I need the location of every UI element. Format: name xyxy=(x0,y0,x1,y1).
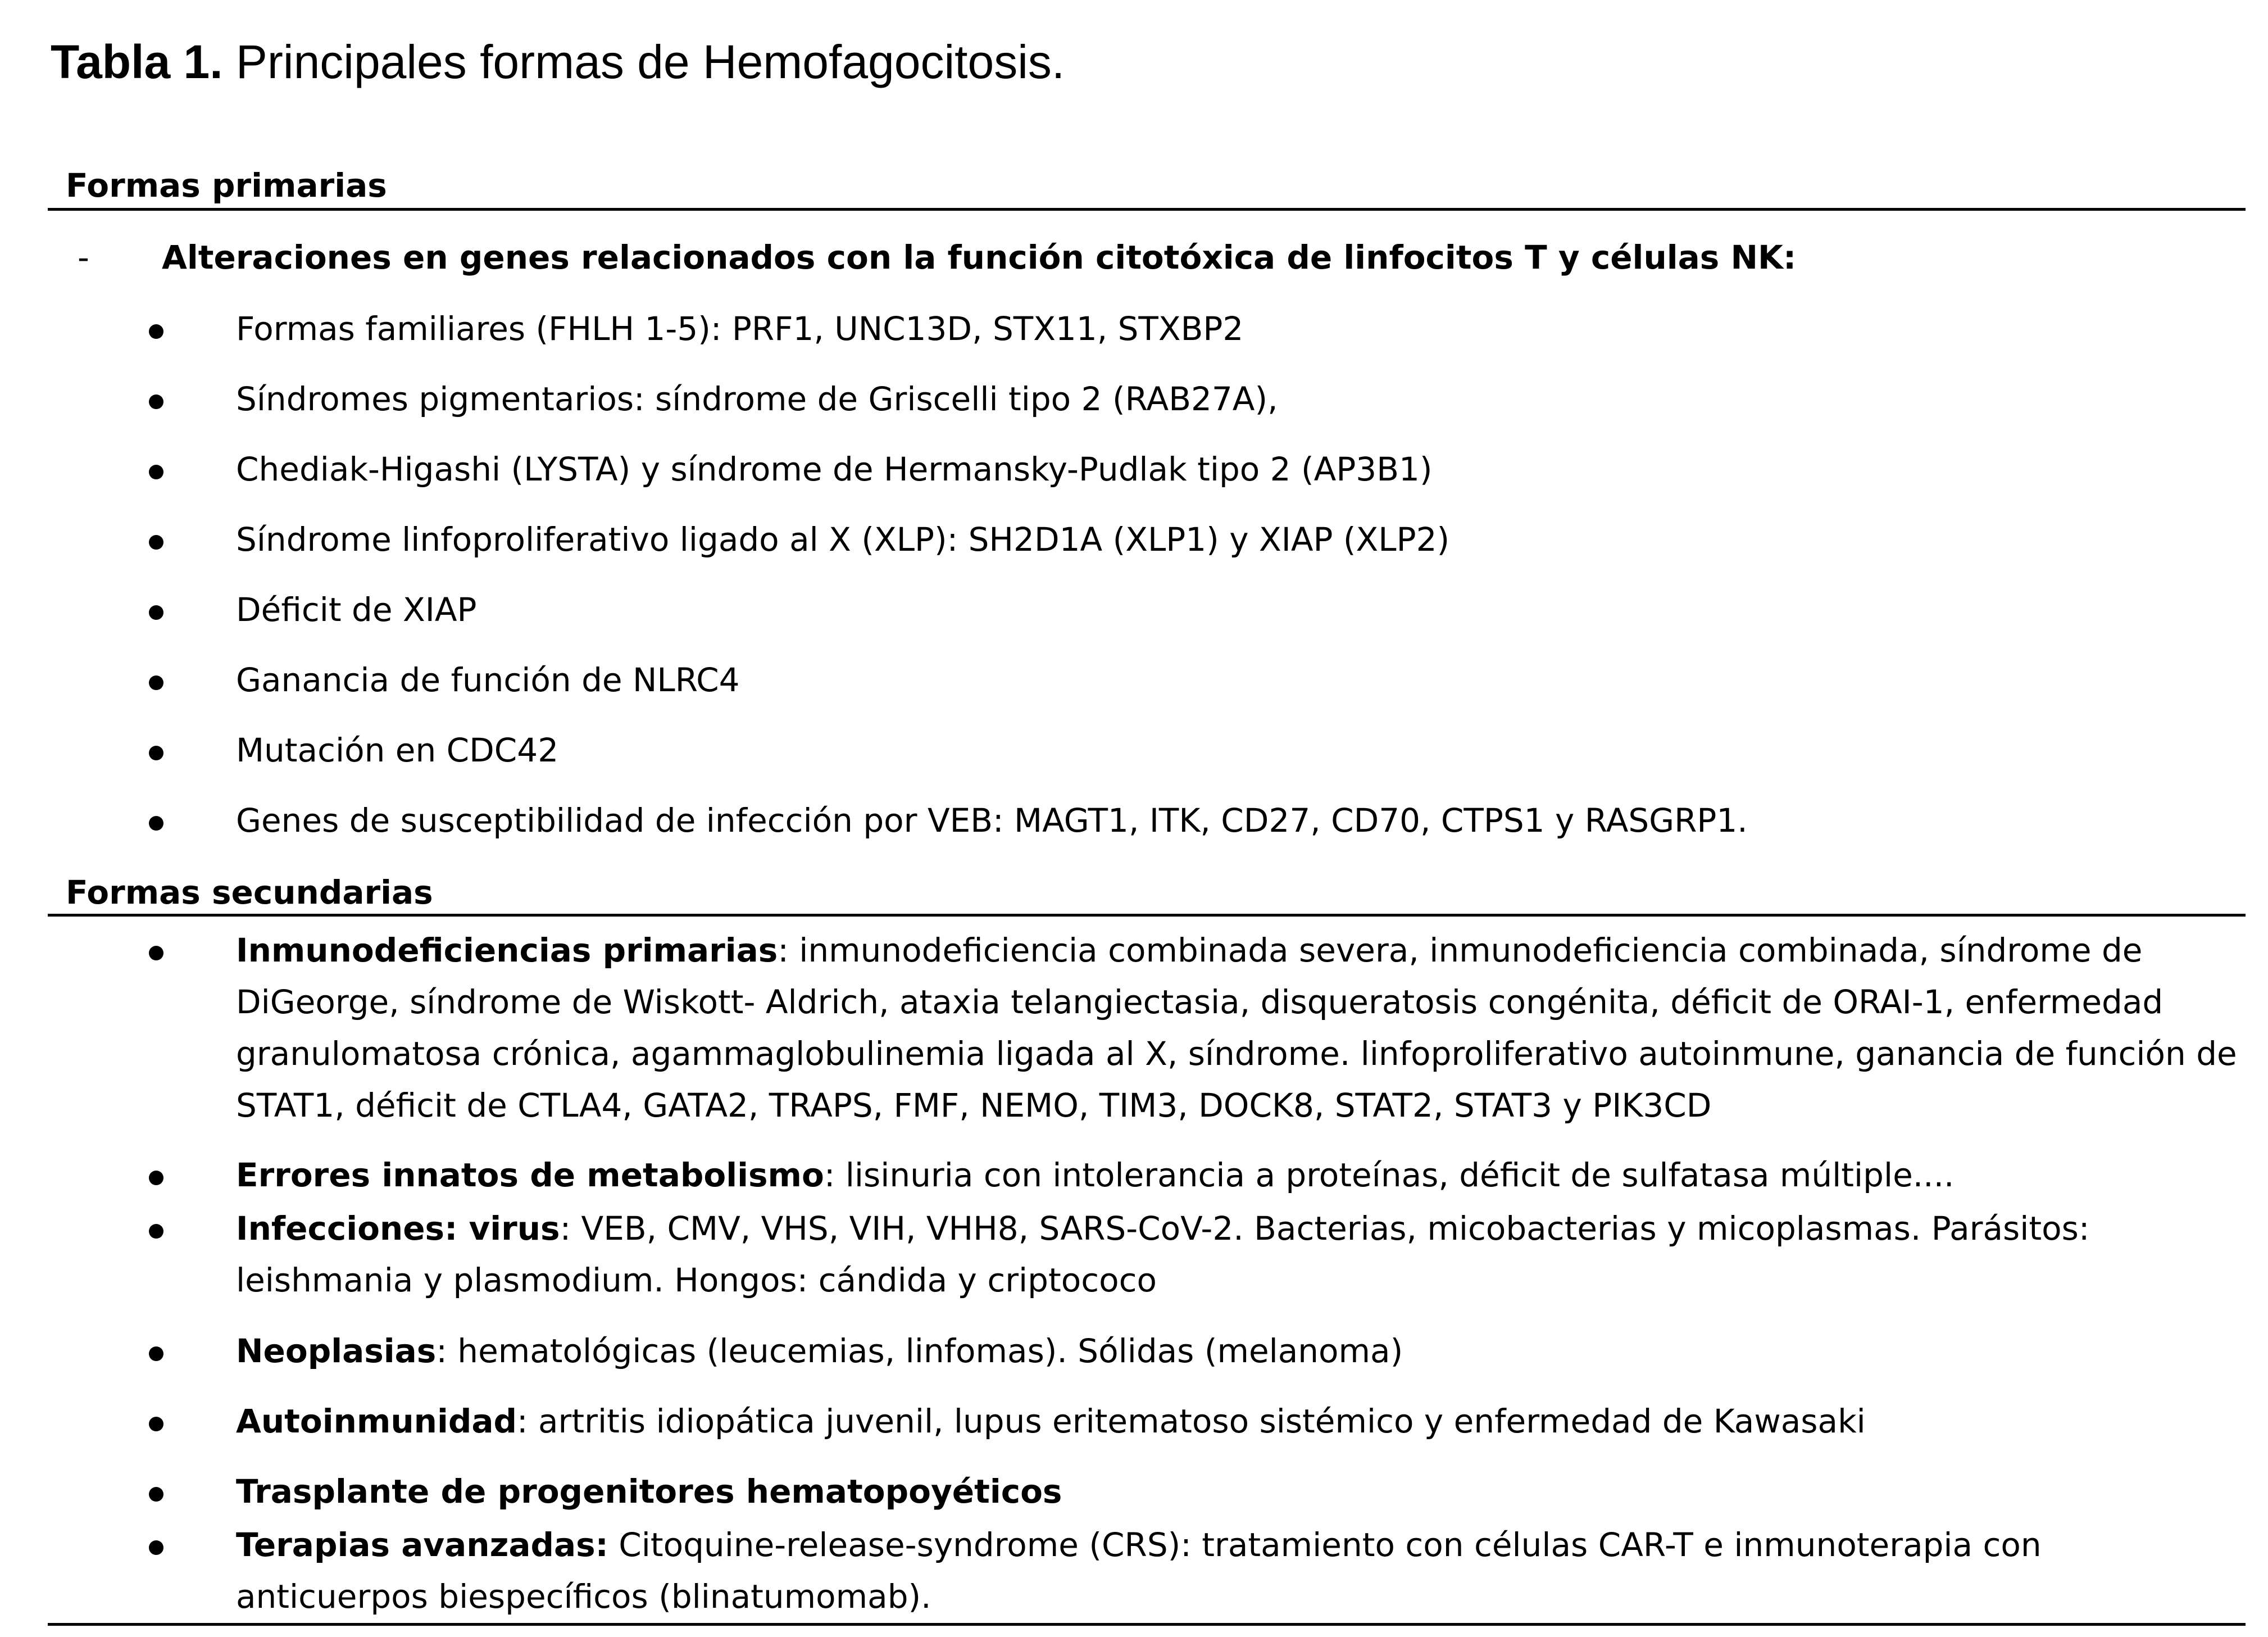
list-item-desc: Citoquine-release-syndrome (CRS): tratamiento con células CAR-T e inmunoterapia con anticuerpos biespecíficos (blinatumomab). xyxy=(236,1526,2042,1616)
list-item-text: Ganancia de función de NLRC4 xyxy=(236,661,740,699)
list-item-text: Síndrome linfoproliferativo ligado al X (XLP): SH2D1A (XLP1) y XIAP (XLP2) xyxy=(236,520,1450,559)
list-item-text xyxy=(236,1395,2239,1447)
table-title-label: Tabla 1. xyxy=(51,35,223,88)
bullet-icon xyxy=(149,394,163,409)
list-item-text: Déficit de XIAP xyxy=(236,591,477,629)
list-item-desc: : hematológicas (leucemias, linfomas). Sólidas (melanoma) xyxy=(436,1332,1403,1370)
bullet-icon xyxy=(149,465,163,479)
bullet-icon xyxy=(149,605,163,620)
list-item-text xyxy=(236,924,2239,1131)
section-divider-secondary xyxy=(48,914,2246,917)
list-item-term: Inmunodeficiencias primarias xyxy=(236,931,778,969)
list-item-text: Mutación en CDC42 xyxy=(236,731,559,769)
dash-marker: - xyxy=(78,238,89,276)
section-heading-primary: Formas primarias xyxy=(66,166,387,205)
list-item-term: Infecciones: virus xyxy=(236,1209,560,1248)
bullet-icon xyxy=(149,1346,163,1361)
bullet-icon xyxy=(149,535,163,550)
bullet-icon xyxy=(149,1487,163,1502)
list-item-text: Chediak-Higashi (LYSTA) y síndrome de Hermansky-Pudlak tipo 2 (AP3B1) xyxy=(236,450,1433,488)
primary-subheading xyxy=(78,235,1796,280)
list-item-text: Genes de susceptibilidad de infección por VEB: MAGT1, ITK, CD27, CD70, CTPS1 y RASGRP1. xyxy=(236,801,1748,840)
bullet-icon xyxy=(149,1540,163,1555)
list-item-text xyxy=(236,1149,2239,1201)
bullet-icon xyxy=(149,746,163,760)
list-item-text xyxy=(236,1466,2239,1517)
bullet-icon xyxy=(149,946,163,960)
section-heading-secondary: Formas secundarias xyxy=(66,873,433,912)
list-item-desc: : lisinuria con intolerancia a proteínas, déficit de sulfatasa múltiple.... xyxy=(824,1156,1955,1194)
bullet-icon xyxy=(149,1224,163,1239)
list-item-term: Terapias avanzadas: xyxy=(236,1526,608,1564)
list-item-term: Autoinmunidad xyxy=(236,1402,517,1440)
primary-subheading-text: Alteraciones en genes relacionados con la función citotóxica de linfocitos T y células NK: xyxy=(162,238,1797,276)
table-title xyxy=(51,31,1065,93)
section-divider-primary xyxy=(48,208,2246,211)
bullet-icon xyxy=(149,1417,163,1431)
list-item-text xyxy=(236,1325,2239,1377)
list-item-text xyxy=(236,1519,2239,1622)
table-title-text: Principales formas de Hemofagocitosis. xyxy=(235,35,1065,88)
list-item-text: Formas familiares (FHLH 1-5): PRF1, UNC13D, STX11, STXBP2 xyxy=(236,310,1244,348)
list-item-desc: : inmunodeficiencia combinada severa, inmunodeficiencia combinada, síndrome de DiGeorge, síndrome de Wiskott- Aldrich, ataxia telangiectasia, disqueratosis congénita, déficit de ORAI-1, enfermedad granulomatosa crónica, agammaglobulinemia ligada al X, síndrome. linfoproliferativo autoinmune, ganancia de función de STAT1, déficit de CTLA4, GATA2, TRAPS, FMF, NEMO, TIM3, DOCK8, STAT2, STAT3 y PIK3CD xyxy=(236,931,2237,1124)
list-item-term: Trasplante de progenitores hematopoyéticos xyxy=(236,1472,1062,1511)
list-item-text xyxy=(236,1203,2239,1306)
list-item-text: Síndromes pigmentarios: síndrome de Griscelli tipo 2 (RAB27A), xyxy=(236,380,1278,418)
bullet-icon xyxy=(149,675,163,690)
table-bottom-rule xyxy=(48,1623,2246,1626)
bullet-icon xyxy=(149,1171,163,1185)
list-item-term: Errores innatos de metabolismo xyxy=(236,1156,824,1194)
list-item-desc: : artritis idiopática juvenil, lupus eritematoso sistémico y enfermedad de Kawasaki xyxy=(517,1402,1866,1440)
list-item-term: Neoplasias xyxy=(236,1332,437,1370)
list-item-desc: : VEB, CMV, VHS, VIH, VHH8, SARS-CoV-2. Bacterias, micobacterias y micoplasmas. Parásitos: leishmania y plasmodium. Hongos: cándida y criptococo xyxy=(236,1209,2090,1299)
bullet-icon xyxy=(149,324,163,339)
bullet-icon xyxy=(149,816,163,831)
